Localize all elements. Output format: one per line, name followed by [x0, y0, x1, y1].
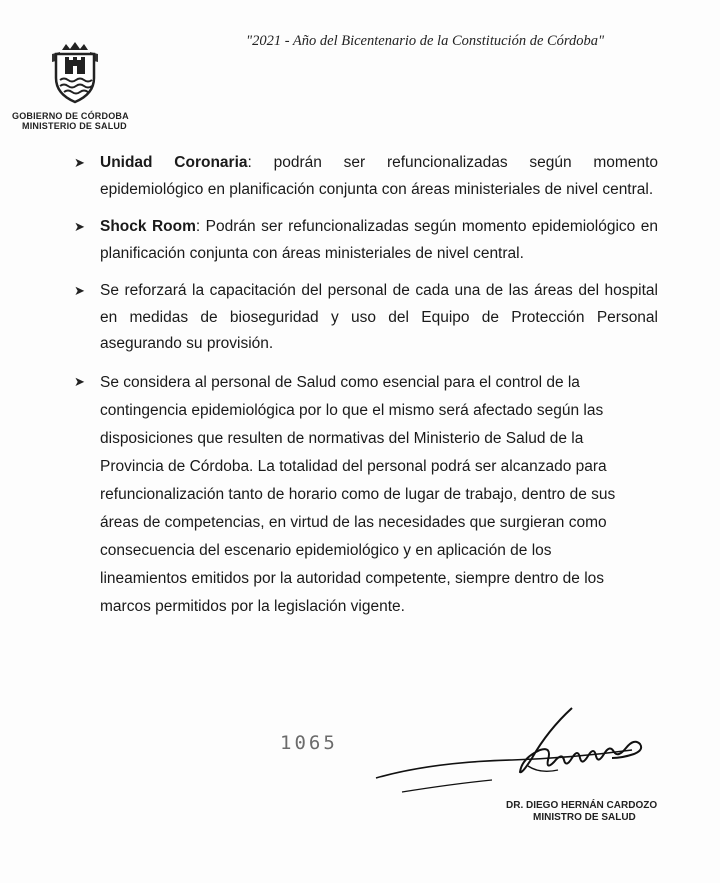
list-item-body: : podrán ser refuncionalizadas según momento epidemiológico en planificación conjunta con áreas ministeriales de nivel central.	[100, 154, 658, 198]
text-line: marcos permitidos por la legislación vigente.	[100, 597, 405, 615]
ministry-name: MINISTERIO DE SALUD	[22, 121, 127, 131]
signer-name: DR. DIEGO HERNÁN CARDOZO	[506, 800, 658, 811]
list-item-title: Unidad Coronaria	[100, 154, 248, 171]
arrowhead-bullet-icon: ➤	[74, 219, 85, 234]
text-line: consecuencia del escenario epidemiológico y en aplicación de los	[100, 541, 552, 559]
list-item-unidad-coronaria	[72, 150, 658, 203]
list-item-text	[100, 150, 658, 203]
text-line: Provincia de Córdoba. La totalidad del personal podrá ser alcanzado para	[100, 457, 607, 475]
list-item-capacitacion	[72, 278, 658, 358]
text-line: Se considera al personal de Salud como esencial para el control de la	[100, 373, 580, 391]
coat-of-arms-icon	[48, 40, 102, 104]
text-line: contingencia epidemiológica por lo que el mismo será afectado según las	[100, 401, 604, 419]
list-item-body	[100, 369, 658, 621]
list-item-shock-room	[72, 214, 658, 267]
year-motto: "2021 - Año del Bicentenario de la Constitución de Córdoba"	[246, 33, 605, 49]
text-line: áreas de competencias, en virtud de las necesidades que surgieran como	[100, 513, 607, 531]
text-line: disposiciones que resulten de normativas del Ministerio de Salud de la	[100, 429, 584, 447]
list-item-title: Shock Room	[100, 218, 196, 235]
signer-block	[506, 800, 657, 824]
arrowhead-bullet-icon: ➤	[74, 155, 85, 170]
list-item-body: Se reforzará la capacitación del personal de cada una de las áreas del hospital en medidas de bioseguridad y uso del Equipo de Protección Personal asegurando su provisión.	[100, 282, 658, 352]
list-item-personal-esencial	[72, 369, 658, 621]
document-body	[72, 150, 658, 632]
text-line: refuncionalización tanto de horario como de lugar de trabajo, dentro de sus	[100, 485, 616, 503]
arrowhead-bullet-icon: ➤	[74, 373, 85, 389]
text-line: lineamientos emitidos por la autoridad competente, siempre dentro de los	[100, 569, 605, 587]
arrowhead-bullet-icon: ➤	[74, 283, 85, 298]
government-name: GOBIERNO DE CÓRDOBA	[12, 111, 129, 121]
government-heading	[12, 111, 129, 131]
list-item-body: : Podrán ser refuncionalizadas según momento epidemiológico en planificación conjunta con áreas ministeriales de nivel central.	[100, 218, 658, 262]
stamp-number: 1065	[280, 732, 338, 754]
list-item-text	[100, 214, 658, 267]
signer-title: MINISTRO DE SALUD	[533, 812, 636, 823]
